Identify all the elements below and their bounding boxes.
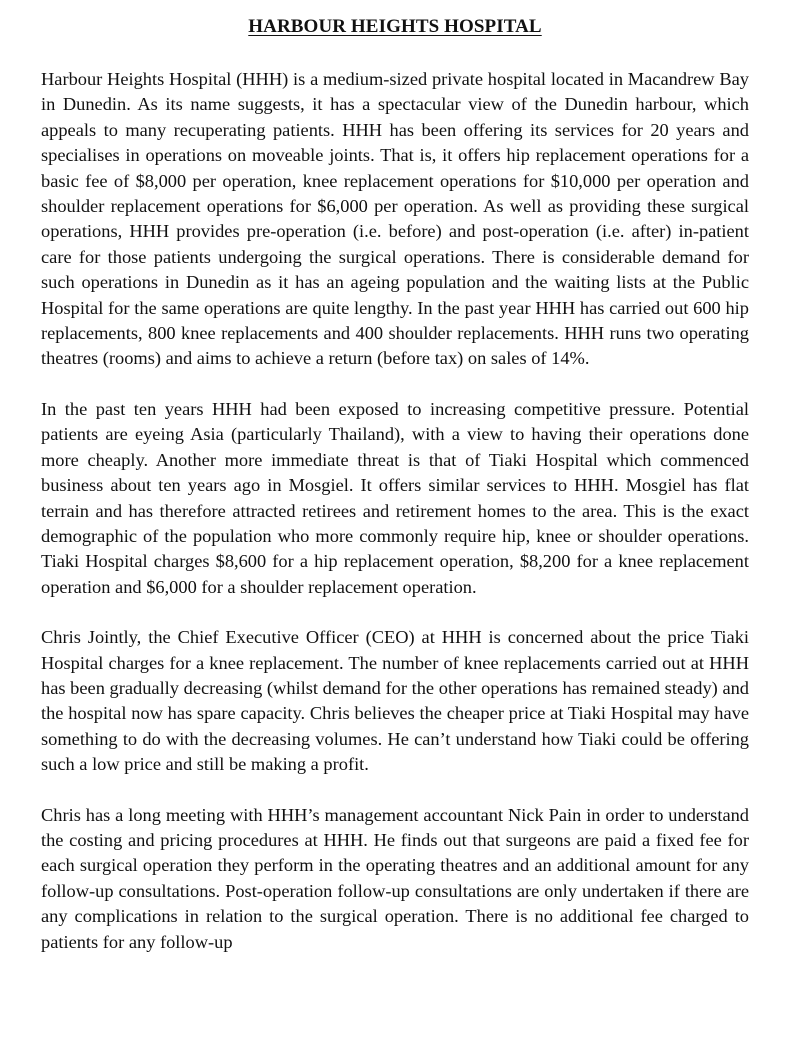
paragraph-intro: Harbour Heights Hospital (HHH) is a medium-sized private hospital located in Macandrew Bay in Dunedin. As its name suggests, it has a spectacular view of the Dunedin harbour, which appeals to many recuperating patients. HHH has been offering its services for 20 years and specialises in operations on moveable joints. That is, it offers hip replacement operations for a basic fee of $8,000 per operation, knee replacement operations for $10,000 per operation and shoulder replacement operations for $6,000 per operation. As well as providing these surgical operations, HHH provides pre-operation (i.e. before) and post-operation (i.e. after) in-patient care for those patients undergoing the surgical operations. There is considerable demand for such operations in Dunedin as it has an ageing population and the waiting lists at the Public Hospital for the same operations are quite lengthy. In the past year HHH has carried out 600 hip replacements, 800 knee replacements and 400 shoulder replacements. HHH runs two operating theatres (rooms) and aims to achieve a return (before tax) on sales of 14%. [41, 69, 749, 369]
document-title: HARBOUR HEIGHTS HOSPITAL [248, 16, 542, 37]
paragraph-costing-meeting: Chris has a long meeting with HHH’s management accountant Nick Pain in order to understand the costing and pricing procedures at HHH. He finds out that surgeons are paid a fixed fee for each surgical operation they perform in the operating theatres and an additional amount for any follow-up consultations. Post-operation follow-up consultations are only undertaken if there are any complications in relation to the surgical operation. There is no additional fee charged to patients for any follow-up [41, 804, 749, 952]
paragraph-ceo-concern: Chris Jointly, the Chief Executive Officer (CEO) at HHH is concerned about the price Tiaki Hospital charges for a knee replacement. The number of knee replacements carried out at HHH has been gradually decreasing (whilst demand for the other operations has remained steady) and the hospital now has spare capacity. Chris believes the cheaper price at Tiaki Hospital may have something to do with the decreasing volumes. He can’t understand how Tiaki could be offering such a low price and still be making a profit. [41, 627, 749, 775]
paragraph-competition: In the past ten years HHH had been exposed to increasing competitive pressure. Potential patients are eyeing Asia (particularly Thailand), with a view to having their operations done more cheaply. Another more immediate threat is that of Tiaki Hospital which commenced business about ten years ago in Mosgiel. It offers similar services to HHH. Mosgiel has flat terrain and has therefore attracted retirees and retirement homes to the area. This is the exact demographic of the population who more commonly require hip, knee or shoulder operations. Tiaki Hospital charges $8,600 for a hip replacement operation, $8,200 for a knee replacement operation and $6,000 for a shoulder replacement operation. [41, 398, 749, 597]
document-page [41, 14, 749, 955]
